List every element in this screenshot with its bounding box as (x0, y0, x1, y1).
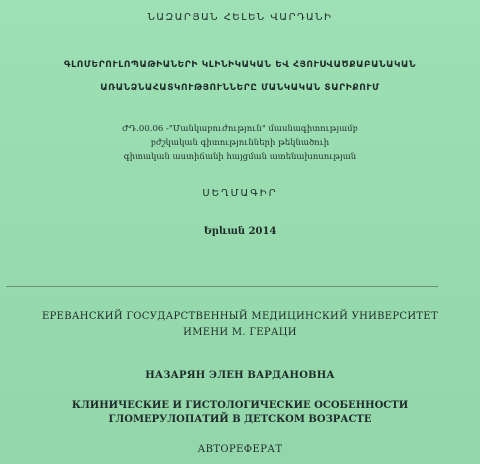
armenian-title-line-2: ԱՌԱՆՁՆԱՀԱՏԿՈՒԹՅՈՒՆՆԵՐԸ ՄԱՆԿԱԿԱՆ ՏԱՐԻՔՈՒՄ (100, 83, 380, 93)
armenian-title-line-1: ԳԼՈՄԵՐՈՒԼՈՊԱԹԻԱՆԵՐԻ ԿԼԻՆԻԿԱԿԱՆ ԵՎ ՀՅՈՒՍՎԱԾՔԱԲԱՆԱԿԱՆ (63, 60, 417, 70)
armenian-specialty-line-1: ԺԴ.00.06 -"Մանկաբուժություն" մասնագիտությամբ (122, 124, 358, 134)
armenian-specialty-line-2: բժշկական գիտությունների թեկնածուի (150, 138, 330, 148)
section-divider (6, 286, 438, 287)
armenian-city-year: Երևան 2014 (203, 226, 277, 237)
armenian-author-name: ՆԱԶԱՐՅԱՆ ՀԵԼԵՆ ՎԱՐԴԱՆԻ (147, 12, 333, 23)
russian-university-line-2: ИМЕНИ М. ГЕРАЦИ (183, 327, 297, 338)
armenian-specialty-line-3: գիտական աստիճանի հայցման ատենախոսության (123, 152, 357, 162)
russian-author-name: НАЗАРЯН ЭЛЕН ВАРДАНОВНА (145, 370, 335, 381)
russian-document-type: АВТОРЕФЕРАТ (197, 444, 283, 455)
russian-title-line-2: ГЛОМЕРУЛОПАТИЙ В ДЕТСКОМ ВОЗРАСТЕ (108, 414, 372, 425)
armenian-document-type: ՍԵՂՄԱԳԻՐ (202, 188, 278, 199)
russian-title-line-1: КЛИНИЧЕСКИЕ И ГИСТОЛОГИЧЕСКИЕ ОСОБЕННОСТИ (71, 400, 409, 411)
russian-university-line-1: ЕРЕВАНСКИЙ ГОСУДАРСТВЕННЫЙ МЕДИЦИНСКИЙ УНИВЕРСИТЕТ (42, 311, 438, 322)
